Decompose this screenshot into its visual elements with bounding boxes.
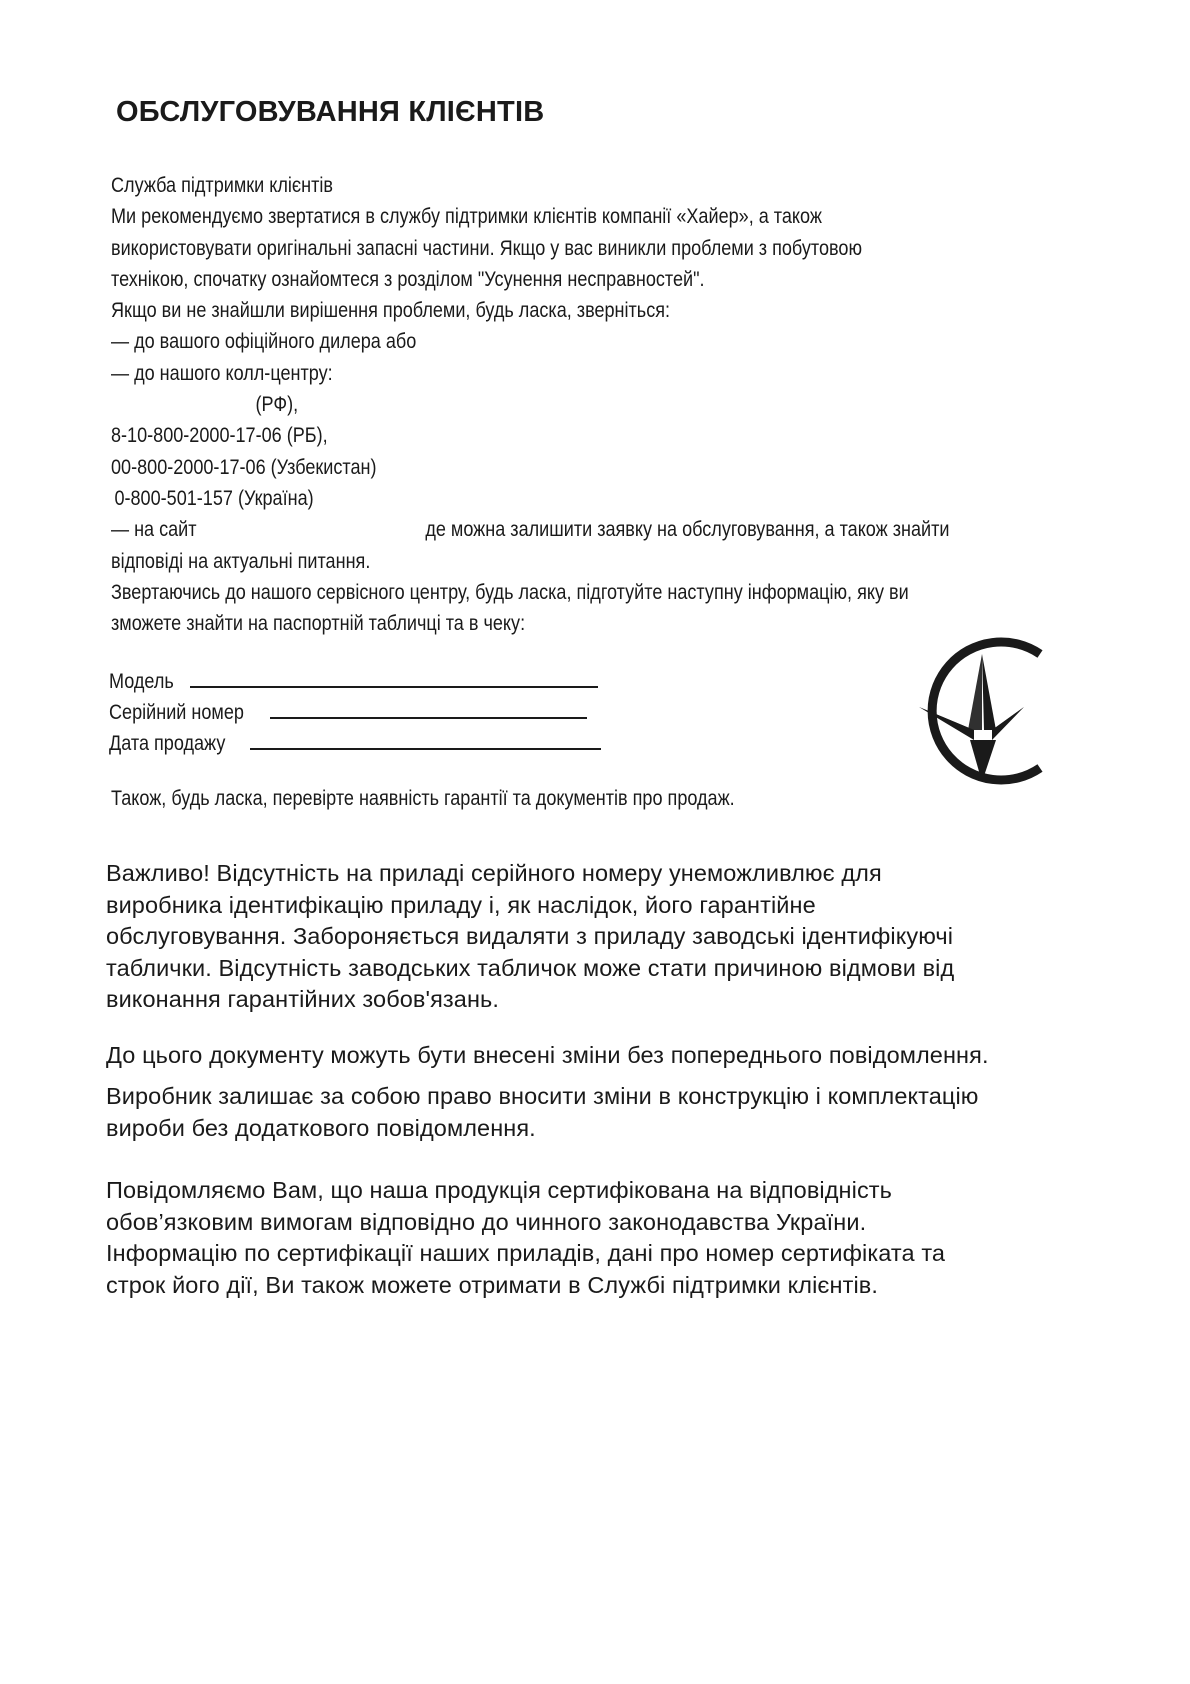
important-line: обслуговування. Забороняється видаляти з приладу заводські ідентифікуючі: [106, 923, 954, 949]
phone-uz: 00-800-2000-17-06 (Узбекистан): [111, 455, 377, 479]
callcenter-option: — до нашого колл-центру:: [111, 361, 333, 385]
support-paragraph-line: технікою, спочатку ознайомтеся з розділом "Усунення несправностей".: [111, 267, 705, 291]
ukraine-conformity-mark-icon: [898, 632, 1048, 790]
site-option: [111, 514, 950, 545]
support-paragraph-line: Якщо ви не знайшли вирішення проблеми, будь ласка, зверніться:: [111, 299, 671, 323]
also-check-note: Також, будь ласка, перевірте наявність гарантії та документів про продаж.: [111, 787, 735, 810]
certification-line: обов’язковим вимогам відповідно до чинного законодавства України.: [106, 1208, 867, 1235]
serial-row: [109, 694, 266, 725]
certification-notice: [106, 1175, 945, 1301]
model-field-line: [190, 686, 598, 688]
certification-line: Інформацію по сертифікації наших приладів, дані про номер сертифіката та: [106, 1240, 946, 1266]
important-line: виробника ідентифікацію приладу і, як наслідок, його гарантійне: [106, 891, 816, 918]
prepare-line: зможете знайти на паспортній табличці та в чеку:: [111, 612, 526, 636]
prepare-line: Звертаючись до нашого сервісного центру, будь ласка, підготуйте наступну інформацію, яку ви: [111, 580, 909, 604]
important-line: Важливо! Відсутність на приладі серійного номеру унеможливлює для: [106, 860, 882, 886]
model-label: Модель: [109, 670, 174, 693]
changes-line: Виробник залишає за собою право вносити зміни в конструкцію і комплектацію: [106, 1083, 979, 1109]
support-heading: Служба підтримки клієнтів: [111, 174, 333, 197]
site-continuation: відповіді на актуальні питання.: [111, 549, 371, 573]
site-prefix: — на сайт: [111, 518, 197, 542]
model-row: [109, 663, 266, 694]
changes-line: До цього документу можуть бути внесені зміни без попереднього повідомлення.: [106, 1042, 989, 1068]
support-paragraph-line: використовувати оригінальні запасні частини. Якщо у вас виникли проблеми з побутовою: [111, 236, 863, 260]
important-notice: [106, 858, 954, 1016]
important-line: таблички. Відсутність заводських табличок може стати причиною відмови від: [106, 954, 955, 981]
product-info-form: [109, 663, 266, 756]
serial-label: Серійний номер: [109, 701, 244, 724]
changes-notice: [106, 1040, 989, 1072]
important-line: виконання гарантійних зобов'язань.: [106, 986, 500, 1012]
support-paragraph-line: Ми рекомендуємо звертатися в службу підтримки клієнтів компанії «Хайер», а також: [111, 205, 822, 229]
phone-rf: (РФ),: [255, 393, 299, 417]
support-section: [111, 170, 950, 639]
changes-notice-cont: [106, 1081, 979, 1144]
date-label: Дата продажу: [109, 732, 226, 755]
phone-rb: 8-10-800-2000-17-06 (РБ),: [111, 424, 328, 448]
dealer-option: — до вашого офіційного дилера або: [111, 330, 417, 354]
date-field-line: [250, 748, 601, 750]
serial-field-line: [270, 717, 587, 719]
certification-line: строк його дії, Ви також можете отримати в Службі підтримки клієнтів.: [106, 1271, 879, 1298]
phone-ua: 0-800-501-157 (Україна): [114, 486, 314, 510]
certification-line: Повідомляємо Вам, що наша продукція сертифікована на відповідність: [106, 1177, 893, 1203]
site-suffix: де можна залишити заявку на обслуговування, а також знайти: [425, 518, 950, 542]
changes-line: вироби без додаткового повідомлення.: [106, 1114, 536, 1141]
page-title: ОБСЛУГОВУВАННЯ КЛІЄНТІВ: [116, 96, 545, 128]
date-row: [109, 725, 266, 756]
